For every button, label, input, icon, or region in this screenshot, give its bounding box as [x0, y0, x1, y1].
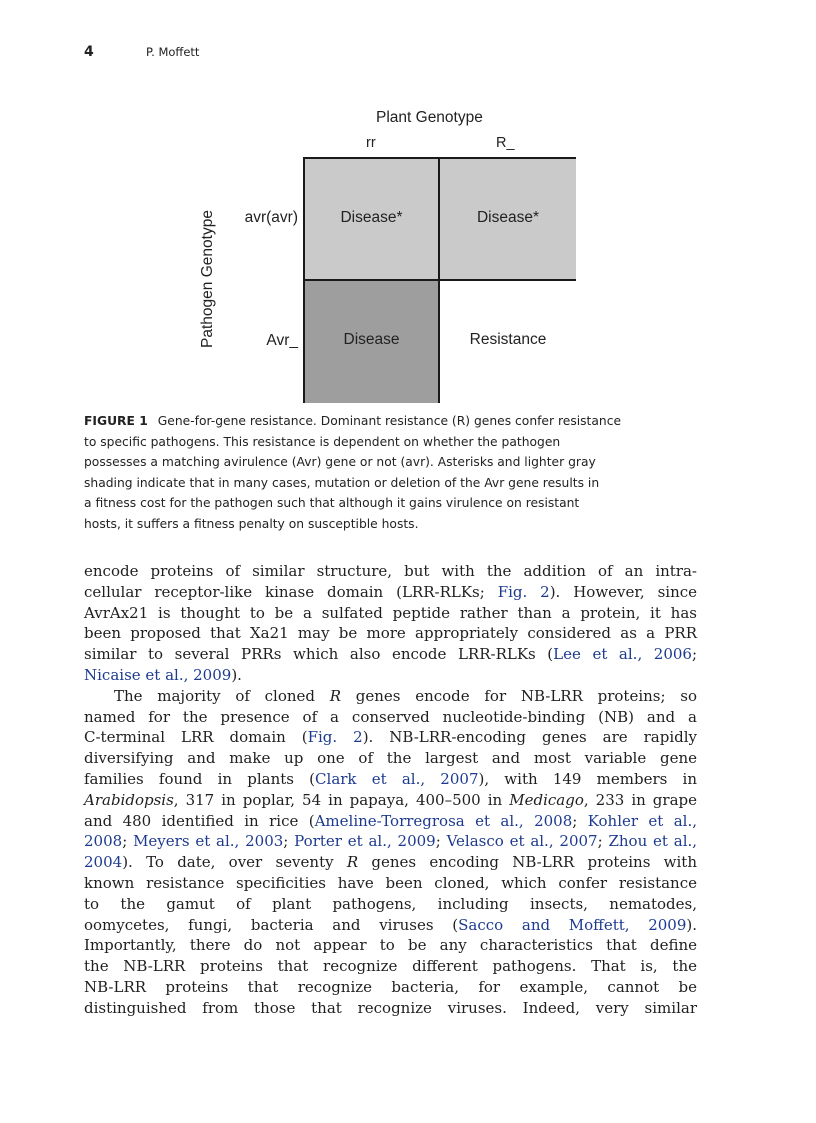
citation-link[interactable]: Meyers et al., 2003	[133, 832, 284, 851]
column-header-R: R_	[496, 135, 515, 151]
citation-link[interactable]: Lee et al., 2006	[553, 645, 692, 664]
genotype-grid	[303, 157, 576, 403]
paragraph-2: The majority of cloned R genes encode for NB-LRR proteins; so named for the presence of a conserved nucleotide-binding (NB) and a C-terminal LRR domain (Fig. 2). NB-LRR-encoding genes are rapidly diversifying and make up one of the largest and most variable gene families found in plants (Clark et al., 2007), with 149 members in Arabidopsis, 317 in poplar, 54 in papaya, 400–500 in Medicago, 233 in grape and 480 identified in rice (Ameline-Torregrosa et al., 2008; Kohler et al., 2008; Meyers et al., 2003; Porter et al., 2009; Velasco et al., 2007; Zhou et al., 2004). To date, over seventy R genes encoding NB-LRR proteins with known resistance specificities have been cloned, which confer resistance to the gamut of plant pathogens, including insects, nematodes, oomycetes, fungi, bacteria and viruses (Sacco and Moffett, 2009). Importantly, there do not appear to be any characteristics that define the NB-LRR proteins that recognize different pathogens. That is, the NB-LRR proteins that recognize bacteria, for example, cannot be distinguished from those that recognize viruses. Indeed, very similar	[84, 686, 698, 1017]
caption-line: a fitness cost for the pathogen such that although it gains virulence on resistant	[84, 496, 580, 510]
cell-avr-R: Disease*	[440, 159, 576, 281]
figure-title: Plant Genotype	[376, 109, 483, 126]
body-text	[84, 561, 697, 1019]
citation-link[interactable]: Porter et al., 2009	[294, 832, 436, 851]
figure-gene-for-gene	[200, 106, 600, 406]
row-header-Avr: Avr_	[266, 332, 298, 349]
citation-link[interactable]: 2008	[84, 832, 123, 851]
cell-Avr-R: Resistance	[440, 281, 576, 403]
figure-caption	[84, 411, 724, 534]
caption-line: to specific pathogens. This resistance is dependent on whether the pathogen	[84, 434, 561, 449]
cell-Avr-rr: Disease	[305, 281, 440, 403]
citation-link[interactable]: Clark et al., 2007	[315, 769, 479, 788]
cell-avr-rr: Disease*	[305, 159, 440, 281]
figure-link[interactable]: Fig. 2	[307, 728, 363, 747]
citation-link[interactable]: Kohler et al.,	[587, 811, 698, 830]
figure-link[interactable]: Fig. 2	[497, 582, 550, 601]
column-header-rr: rr	[366, 135, 376, 151]
citation-link[interactable]: Zhou et al.,	[608, 832, 698, 851]
running-author: P. Moffett	[146, 45, 200, 59]
caption-label: FIGURE 1	[84, 414, 148, 428]
row-header-avr: avr(avr)	[244, 209, 298, 226]
page-number: 4	[84, 44, 94, 60]
running-head	[84, 44, 199, 60]
citation-link[interactable]: Nicaise et al., 2009	[84, 665, 232, 684]
paragraph-1: encode proteins of similar structure, but with the addition of an intra- cellular receptor-like kinase domain (LRR-RLKs; Fig. 2). However, since AvrAx21 is thought to be a sulfated peptide rather than a protein, it has been proposed that Xa21 may be more appropriately considered as a PRR similar to several PRRs which also encode LRR-RLKs (Lee et al., 2006; Nicaise et al., 2009).	[84, 562, 698, 684]
caption-line: FIGURE 1 Gene-for-gene resistance. Dominant resistance (R) genes confer resistance	[84, 414, 622, 428]
citation-link[interactable]: Sacco and Moffett, 2009	[458, 915, 687, 934]
caption-line: hosts, it suffers a fitness penalty on susceptible hosts.	[84, 516, 419, 531]
citation-link[interactable]: 2004	[84, 853, 123, 872]
caption-line: shading indicate that in many cases, mutation or deletion of the Avr gene results in	[84, 475, 600, 490]
caption-line: possesses a matching avirulence (Avr) gene or not (avr). Asterisks and lighter gray	[84, 455, 596, 469]
citation-link[interactable]: Velasco et al., 2007	[446, 832, 598, 851]
row-axis-title: Pathogen Genotype	[199, 210, 216, 348]
citation-link[interactable]: Ameline-Torregrosa et al., 2008	[314, 811, 573, 830]
